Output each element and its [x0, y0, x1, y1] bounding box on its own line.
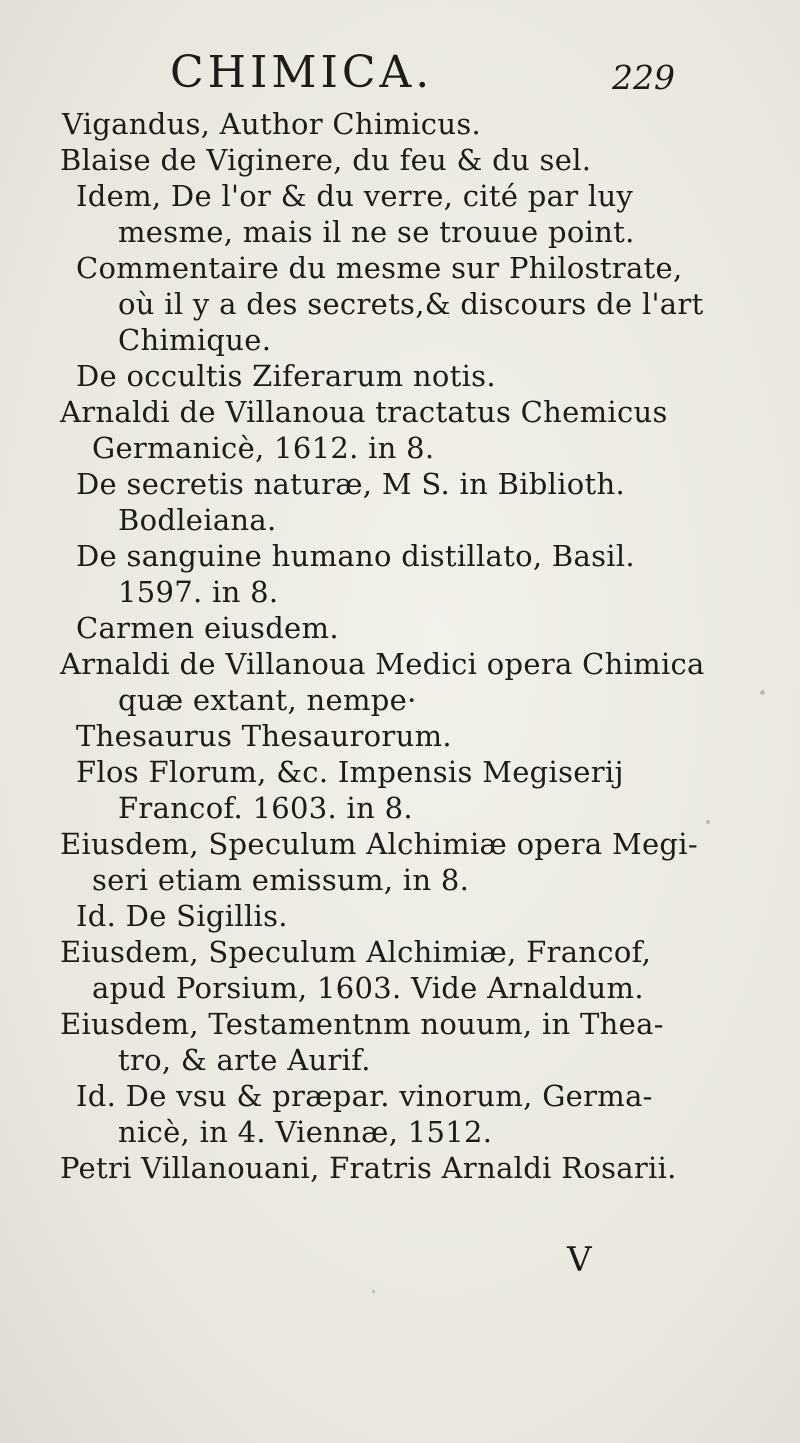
entry-line: Id. De vsu & præpar. vinorum, Germa-: [76, 1079, 653, 1113]
entry-line: tro, & arte Aurif.: [118, 1043, 371, 1077]
entry-line: Arnaldi de Villanoua Medici opera Chimica: [60, 647, 705, 681]
page-number: 229: [612, 58, 675, 97]
entry-line: De sanguine humano distillato, Basil.: [76, 539, 635, 573]
entry-line: Eiusdem, Testamentnm nouum, in Thea-: [60, 1007, 664, 1041]
catchword: V: [567, 1240, 592, 1280]
entry-line: Chimique.: [118, 323, 272, 357]
entry-line: Eiusdem, Speculum Alchimiæ, Francof,: [60, 935, 652, 969]
entry-line: Id. De Sigillis.: [76, 899, 288, 933]
paper-speck: [760, 690, 765, 695]
entry-line: Commentaire du mesme sur Philostrate,: [76, 251, 683, 285]
entry-line: Flos Florum, &c. Impensis Megiserij: [76, 755, 624, 789]
paper-speck: [706, 820, 710, 824]
entry-line: Petri Villanouani, Fratris Arnaldi Rosarii.: [60, 1151, 677, 1185]
entry-line: Carmen eiusdem.: [76, 611, 339, 645]
entry-line: Blaise de Viginere, du feu & du sel.: [60, 143, 592, 177]
entry-line: Bodleiana.: [118, 503, 277, 537]
entry-line: quæ extant, nempe·: [118, 683, 417, 717]
entry-line: Thesaurus Thesaurorum.: [76, 719, 452, 753]
entry-line: Arnaldi de Villanoua tractatus Chemicus: [60, 395, 668, 429]
running-head: CHIMICA.: [170, 47, 434, 98]
entry-line: Idem, De l'or & du verre, cité par luy: [76, 179, 634, 213]
entry-line: 1597. in 8.: [118, 575, 279, 609]
entry-line: De secretis naturæ, M S. in Biblioth.: [76, 467, 625, 501]
entry-line: De occultis Ziferarum notis.: [76, 359, 496, 393]
paper-speck: [372, 1290, 375, 1293]
entry-line: Vigandus, Author Chimicus.: [62, 107, 482, 141]
entry-line: Eiusdem, Speculum Alchimiæ opera Megi-: [60, 827, 698, 861]
entry-line: Francof. 1603. in 8.: [118, 791, 413, 825]
entry-line: apud Porsium, 1603. Vide Arnaldum.: [92, 971, 644, 1005]
entry-line: nicè, in 4. Viennæ, 1512.: [118, 1115, 493, 1149]
entry-line: où il y a des secrets,& discours de l'art: [118, 287, 704, 321]
entry-line: seri etiam emissum, in 8.: [92, 863, 470, 897]
entry-line: Germanicè, 1612. in 8.: [92, 431, 435, 465]
entry-line: mesme, mais il ne se trouue point.: [118, 215, 635, 249]
page-header: [0, 44, 800, 100]
